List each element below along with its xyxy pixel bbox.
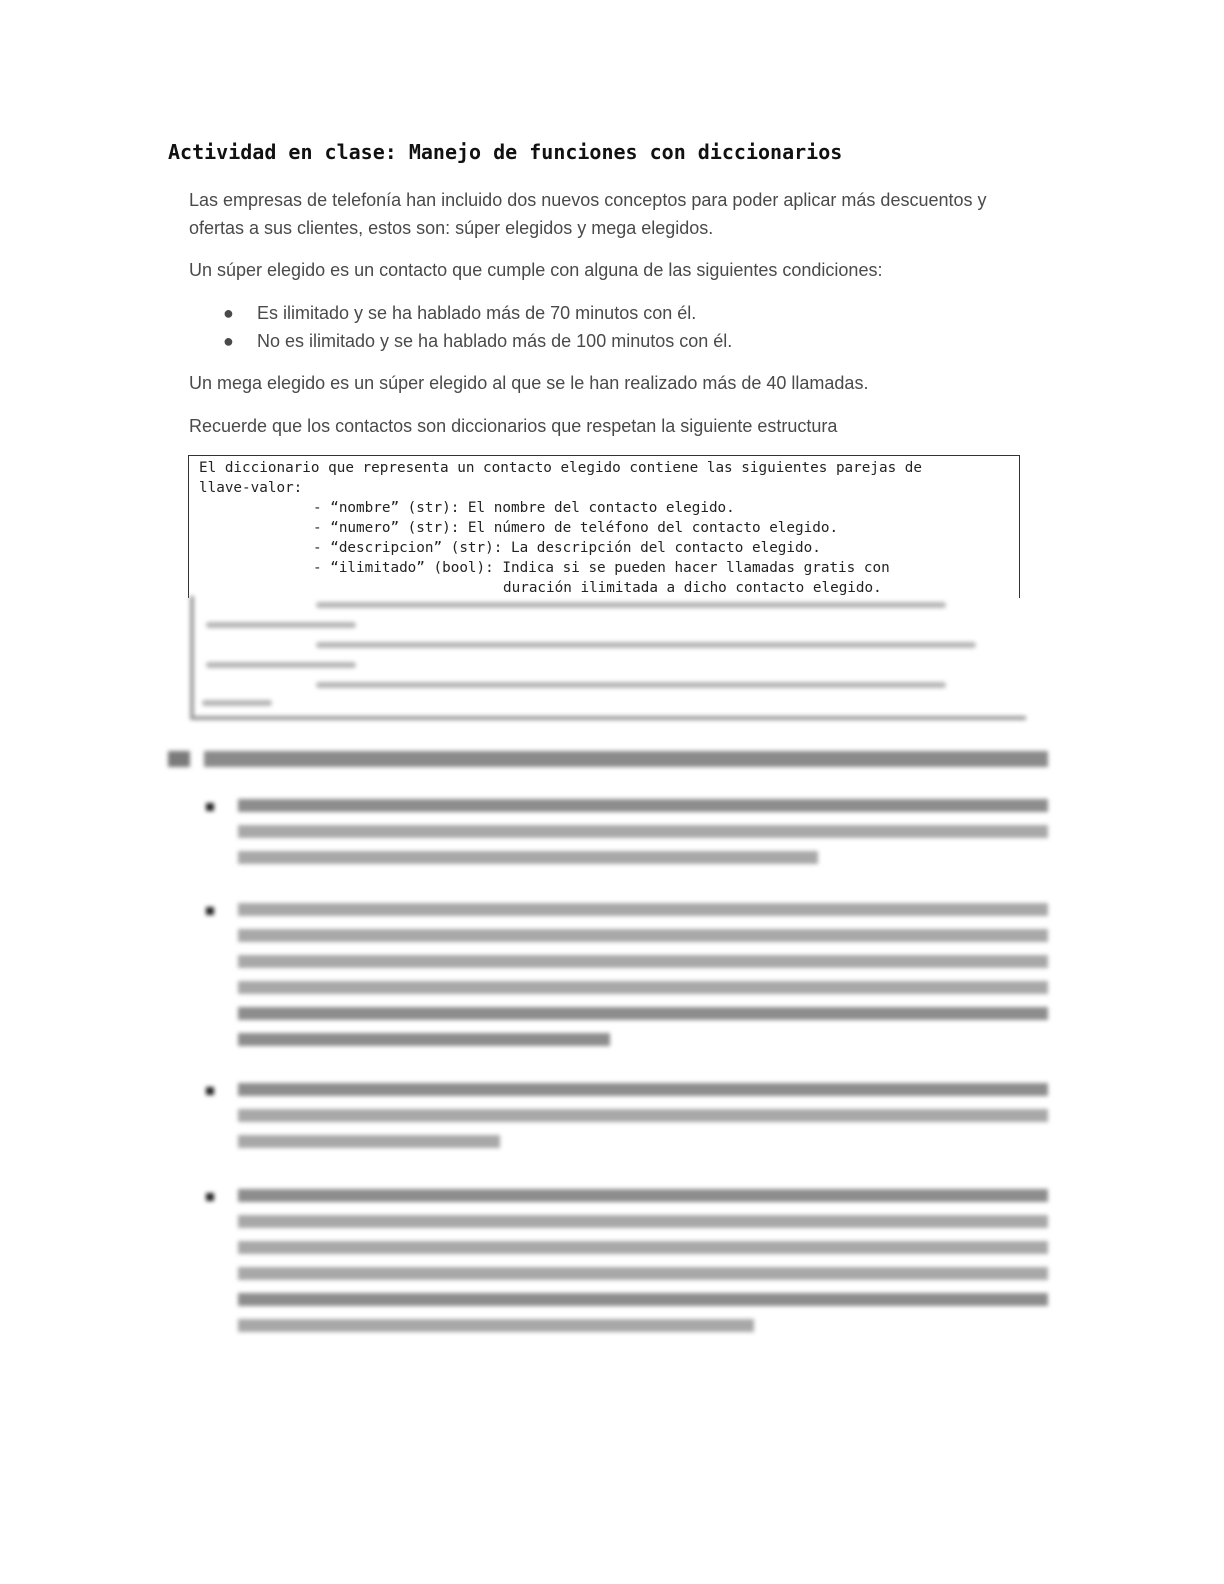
dictionary-structure-box bbox=[188, 455, 1020, 598]
intro-paragraph: Las empresas de telefonía han incluido dos nuevos conceptos para poder aplicar más descuentos y ofertas a sus clientes, estos son: súper elegidos y mega elegidos. bbox=[189, 190, 987, 238]
list-item bbox=[189, 327, 732, 355]
page-title: Actividad en clase: Manejo de funciones con diccionarios bbox=[168, 140, 843, 164]
structure-intro: Recuerde que los contactos son diccionarios que respetan la siguiente estructura bbox=[189, 416, 838, 436]
code-line: - “numero” (str): El número de teléfono del contacto elegido. bbox=[313, 520, 839, 536]
mega-elegido-definition: Un mega elegido es un súper elegido al que se le han realizado más de 40 llamadas. bbox=[189, 373, 869, 393]
bullet-icon: ● bbox=[223, 331, 234, 351]
list-item bbox=[189, 299, 732, 327]
code-line: - “ilimitado” (bool): Indica si se pueden hacer llamadas gratis con bbox=[313, 560, 890, 576]
condition-text: No es ilimitado y se ha hablado más de 100 minutos con él. bbox=[257, 331, 733, 351]
code-line: llave-valor: bbox=[199, 480, 303, 496]
bullet-icon: ● bbox=[223, 303, 234, 323]
code-line: El diccionario que representa un contacto elegido contiene las siguientes parejas de bbox=[199, 460, 923, 476]
condition-text: Es ilimitado y se ha hablado más de 70 minutos con él. bbox=[257, 303, 697, 323]
blurred-numbered-heading bbox=[168, 749, 1048, 769]
super-elegido-definition: Un súper elegido es un contacto que cumple con alguna de las siguientes condiciones: bbox=[189, 260, 883, 280]
code-line: - “descripcion” (str): La descripción del contacto elegido. bbox=[313, 540, 821, 556]
conditions-list bbox=[189, 299, 732, 355]
code-line: duración ilimitada a dicho contacto elegido. bbox=[503, 580, 882, 596]
code-line: - “nombre” (str): El nombre del contacto elegido. bbox=[313, 500, 735, 516]
blurred-code-continuation bbox=[190, 596, 1026, 720]
